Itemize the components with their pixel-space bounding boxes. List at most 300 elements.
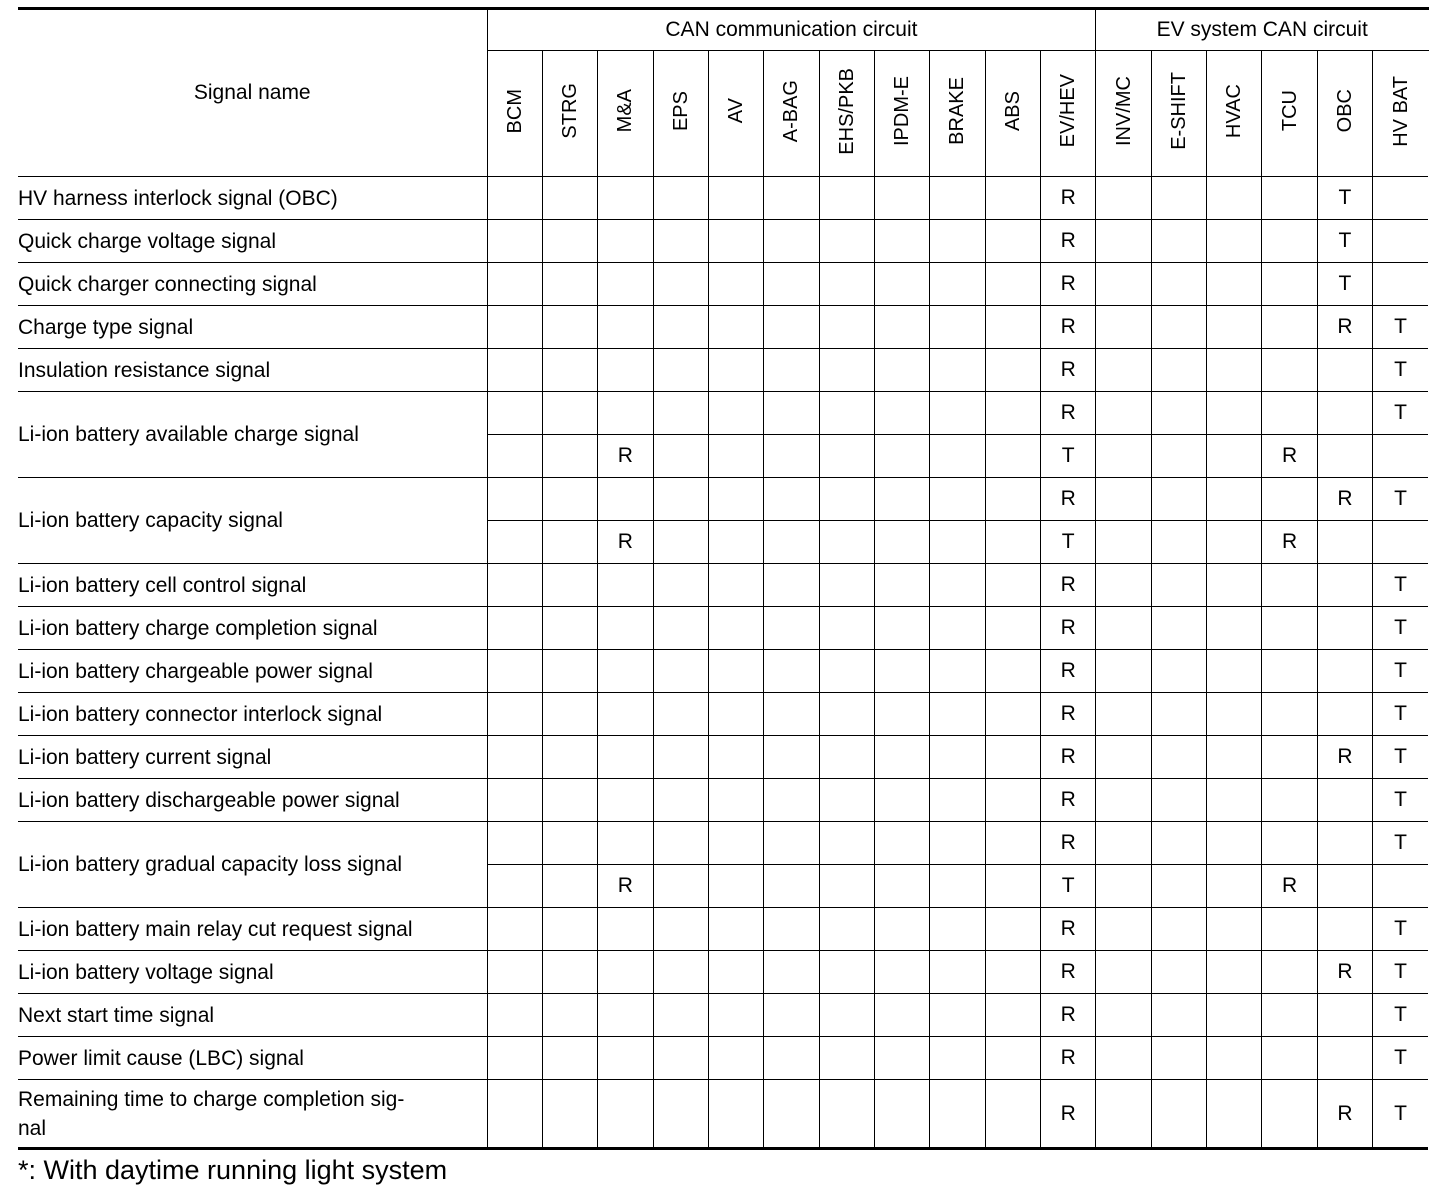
signal-cell xyxy=(1262,908,1317,951)
signal-cell xyxy=(985,693,1040,736)
signal-cell xyxy=(764,822,819,865)
signal-cell xyxy=(1317,1037,1372,1080)
signal-cell xyxy=(985,951,1040,994)
signal-cell xyxy=(930,478,985,521)
header-group-row xyxy=(18,9,1428,51)
signal-cell xyxy=(708,822,763,865)
signal-cell xyxy=(930,736,985,779)
signal-cell xyxy=(598,951,653,994)
signal-cell xyxy=(1096,693,1151,736)
signal-cell xyxy=(542,779,597,822)
signal-cell xyxy=(1151,779,1206,822)
signal-cell xyxy=(985,994,1040,1037)
signal-cell xyxy=(542,822,597,865)
signal-cell xyxy=(819,478,874,521)
footnote: *: With daytime running light system xyxy=(18,1155,448,1185)
ecu-header-label: AV xyxy=(725,98,748,124)
signal-cell: T xyxy=(1373,349,1428,392)
signal-cell xyxy=(1207,478,1262,521)
signal-cell xyxy=(1207,435,1262,478)
signal-cell: T xyxy=(1040,521,1095,564)
signal-cell xyxy=(874,994,929,1037)
signal-cell xyxy=(819,392,874,435)
signal-cell xyxy=(542,564,597,607)
signal-cell: R xyxy=(1040,994,1095,1037)
signal-cell xyxy=(653,607,708,650)
signal-cell xyxy=(874,177,929,220)
signal-cell xyxy=(985,349,1040,392)
signal-cell xyxy=(1262,564,1317,607)
signal-cell xyxy=(653,865,708,908)
signal-cell xyxy=(487,908,542,951)
signal-cell xyxy=(1151,177,1206,220)
signal-cell xyxy=(1096,1080,1151,1149)
signal-cell xyxy=(985,478,1040,521)
signal-cell xyxy=(1262,220,1317,263)
signal-cell: R xyxy=(1317,478,1372,521)
signal-cell xyxy=(542,994,597,1037)
signal-cell: T xyxy=(1373,1037,1428,1080)
signal-cell xyxy=(653,693,708,736)
signal-cell xyxy=(874,1037,929,1080)
signal-cell xyxy=(930,779,985,822)
signal-cell xyxy=(1262,607,1317,650)
signal-cell xyxy=(708,349,763,392)
signal-name-cell: Li-ion battery voltage signal xyxy=(18,951,487,994)
signal-cell xyxy=(764,478,819,521)
signal-cell xyxy=(1262,392,1317,435)
signal-cell xyxy=(708,564,763,607)
signal-cell xyxy=(598,1080,653,1149)
signal-cell: T xyxy=(1317,263,1372,306)
signal-cell xyxy=(764,951,819,994)
ecu-header-label: TCU xyxy=(1278,90,1301,132)
signal-cell xyxy=(1317,435,1372,478)
ecu-header-e-shift xyxy=(1151,51,1206,177)
signal-cell xyxy=(487,220,542,263)
ecu-header-label: IPDM-E xyxy=(891,76,914,146)
signal-cell xyxy=(1151,994,1206,1037)
ecu-header-label: EHS/PKB xyxy=(835,67,858,155)
signal-cell: R xyxy=(1317,736,1372,779)
signal-cell: R xyxy=(598,521,653,564)
signal-cell xyxy=(653,349,708,392)
signal-cell xyxy=(819,908,874,951)
signal-cell xyxy=(542,306,597,349)
signal-cell: T xyxy=(1040,435,1095,478)
ecu-header-label: A-BAG xyxy=(780,79,803,143)
signal-cell xyxy=(764,1080,819,1149)
signal-cell: R xyxy=(1040,220,1095,263)
signal-cell xyxy=(874,1080,929,1149)
signal-cell xyxy=(819,521,874,564)
ecu-header-label: HV BAT xyxy=(1389,75,1412,147)
ecu-header-ehs-pkb xyxy=(819,51,874,177)
signal-cell: R xyxy=(1040,951,1095,994)
signal-cell xyxy=(653,564,708,607)
signal-cell xyxy=(1262,779,1317,822)
signal-cell xyxy=(1151,392,1206,435)
table-body xyxy=(18,177,1428,1149)
table-row xyxy=(18,607,1428,650)
signal-cell: R xyxy=(1040,822,1095,865)
signal-cell xyxy=(653,263,708,306)
ecu-header-ev-hev xyxy=(1040,51,1095,177)
ecu-header-label: INV/MC xyxy=(1112,76,1135,146)
signal-cell xyxy=(764,435,819,478)
signal-cell xyxy=(1207,865,1262,908)
table-row xyxy=(18,392,1428,435)
signal-cell xyxy=(1096,263,1151,306)
table-row xyxy=(18,693,1428,736)
signal-cell xyxy=(764,650,819,693)
signal-name-cell: Li-ion battery cell control signal xyxy=(18,564,487,607)
signal-cell: R xyxy=(1317,306,1372,349)
signal-cell xyxy=(930,607,985,650)
table-row xyxy=(18,349,1428,392)
ecu-header-label: BRAKE xyxy=(946,77,969,145)
signal-cell xyxy=(1096,564,1151,607)
signal-cell xyxy=(985,306,1040,349)
signal-name-header: Signal name xyxy=(18,9,487,177)
table-row xyxy=(18,650,1428,693)
signal-cell xyxy=(764,220,819,263)
signal-cell xyxy=(598,908,653,951)
signal-cell xyxy=(487,693,542,736)
signal-cell xyxy=(819,822,874,865)
signal-cell xyxy=(1151,736,1206,779)
signal-cell xyxy=(708,1037,763,1080)
signal-cell xyxy=(930,908,985,951)
signal-cell xyxy=(487,435,542,478)
signal-cell xyxy=(1151,564,1206,607)
signal-cell xyxy=(1096,822,1151,865)
signal-cell xyxy=(1207,607,1262,650)
signal-cell: T xyxy=(1373,478,1428,521)
signal-cell: R xyxy=(1040,736,1095,779)
signal-cell xyxy=(1151,607,1206,650)
signal-cell xyxy=(1262,1080,1317,1149)
signal-cell xyxy=(874,435,929,478)
signal-cell xyxy=(708,607,763,650)
signal-cell xyxy=(764,607,819,650)
signal-cell xyxy=(1096,607,1151,650)
signal-cell xyxy=(985,220,1040,263)
signal-cell xyxy=(1096,865,1151,908)
signal-cell xyxy=(1207,736,1262,779)
signal-cell xyxy=(819,994,874,1037)
signal-cell xyxy=(708,779,763,822)
signal-name-cell: Li-ion battery main relay cut request signal xyxy=(18,908,487,951)
signal-cell xyxy=(542,521,597,564)
signal-cell xyxy=(598,693,653,736)
signal-cell xyxy=(542,349,597,392)
signal-cell xyxy=(819,435,874,478)
signal-cell xyxy=(1262,951,1317,994)
signal-cell: T xyxy=(1373,994,1428,1037)
signal-cell xyxy=(819,736,874,779)
ecu-header-brake xyxy=(930,51,985,177)
signal-cell xyxy=(487,779,542,822)
signal-cell: R xyxy=(598,435,653,478)
signal-cell xyxy=(874,736,929,779)
signal-cell xyxy=(874,392,929,435)
signal-cell xyxy=(930,822,985,865)
signal-cell xyxy=(708,1080,763,1149)
signal-cell xyxy=(874,908,929,951)
signal-cell xyxy=(487,478,542,521)
signal-cell xyxy=(542,951,597,994)
signal-cell xyxy=(542,693,597,736)
signal-cell xyxy=(930,220,985,263)
signal-cell xyxy=(874,865,929,908)
signal-cell xyxy=(764,564,819,607)
signal-name-cell: Li-ion battery capacity signal xyxy=(18,478,487,564)
ecu-header-label: EPS xyxy=(669,90,692,132)
signal-cell xyxy=(1207,693,1262,736)
signal-name-cell: Power limit cause (LBC) signal xyxy=(18,1037,487,1080)
ecu-header-obc xyxy=(1317,51,1372,177)
ecu-header-label: E-SHIFT xyxy=(1167,72,1190,150)
signal-cell xyxy=(1151,220,1206,263)
signal-cell xyxy=(1151,521,1206,564)
signal-cell xyxy=(985,607,1040,650)
signal-cell xyxy=(598,994,653,1037)
table-row xyxy=(18,564,1428,607)
signal-cell xyxy=(1262,650,1317,693)
signal-cell xyxy=(874,650,929,693)
signal-cell xyxy=(1262,994,1317,1037)
signal-cell xyxy=(1207,822,1262,865)
signal-cell xyxy=(985,263,1040,306)
ecu-header-label: HVAC xyxy=(1223,83,1246,139)
table-row xyxy=(18,822,1428,865)
signal-cell xyxy=(985,521,1040,564)
signal-cell xyxy=(542,908,597,951)
signal-cell xyxy=(708,865,763,908)
signal-cell xyxy=(708,392,763,435)
signal-cell xyxy=(985,650,1040,693)
signal-cell xyxy=(1207,994,1262,1037)
signal-cell xyxy=(819,693,874,736)
signal-cell xyxy=(819,220,874,263)
signal-name-cell: Next start time signal xyxy=(18,994,487,1037)
table-row xyxy=(18,220,1428,263)
signal-cell xyxy=(1317,908,1372,951)
signal-cell xyxy=(1151,306,1206,349)
signal-cell xyxy=(542,263,597,306)
signal-cell xyxy=(1151,822,1206,865)
signal-cell xyxy=(542,478,597,521)
signal-name-cell: Li-ion battery dischargeable power signal xyxy=(18,779,487,822)
signal-cell: T xyxy=(1373,693,1428,736)
signal-cell xyxy=(985,908,1040,951)
signal-cell xyxy=(653,951,708,994)
signal-cell: T xyxy=(1373,951,1428,994)
signal-cell xyxy=(985,392,1040,435)
signal-cell xyxy=(487,994,542,1037)
signal-cell xyxy=(1151,349,1206,392)
signal-cell xyxy=(653,650,708,693)
signal-cell xyxy=(708,478,763,521)
ecu-header-bcm xyxy=(487,51,542,177)
signal-cell xyxy=(708,435,763,478)
signal-cell xyxy=(1262,693,1317,736)
signal-cell xyxy=(653,177,708,220)
group-header-0: CAN communication circuit xyxy=(487,9,1096,51)
signal-cell xyxy=(1207,564,1262,607)
signal-cell xyxy=(653,822,708,865)
signal-cell xyxy=(764,392,819,435)
ecu-header-eps xyxy=(653,51,708,177)
signal-cell xyxy=(542,392,597,435)
signal-cell xyxy=(1262,349,1317,392)
signal-cell xyxy=(1151,693,1206,736)
signal-cell xyxy=(1151,1037,1206,1080)
ecu-header-hv-bat xyxy=(1373,51,1428,177)
signal-cell xyxy=(487,177,542,220)
signal-cell xyxy=(1373,263,1428,306)
signal-cell xyxy=(1317,693,1372,736)
signal-cell xyxy=(819,865,874,908)
table-row xyxy=(18,736,1428,779)
signal-cell xyxy=(1096,1037,1151,1080)
signal-cell: T xyxy=(1373,908,1428,951)
signal-cell xyxy=(1207,650,1262,693)
signal-cell xyxy=(819,349,874,392)
signal-cell: R xyxy=(1040,908,1095,951)
signal-cell xyxy=(985,1037,1040,1080)
signal-cell xyxy=(1317,994,1372,1037)
signal-cell xyxy=(764,177,819,220)
signal-cell xyxy=(598,306,653,349)
signal-cell xyxy=(985,564,1040,607)
signal-cell xyxy=(708,994,763,1037)
ecu-header-tcu xyxy=(1262,51,1317,177)
signal-cell xyxy=(874,951,929,994)
signal-cell xyxy=(985,865,1040,908)
ecu-header-strg xyxy=(542,51,597,177)
signal-cell xyxy=(653,521,708,564)
signal-cell xyxy=(1207,392,1262,435)
signal-cell xyxy=(764,306,819,349)
signal-cell xyxy=(653,779,708,822)
signal-cell xyxy=(708,220,763,263)
signal-name-cell: Li-ion battery charge completion signal xyxy=(18,607,487,650)
signal-cell xyxy=(1207,220,1262,263)
ecu-header-ipdm-e xyxy=(874,51,929,177)
signal-cell xyxy=(819,650,874,693)
signal-cell xyxy=(985,435,1040,478)
signal-cell xyxy=(1096,650,1151,693)
ecu-header-m-a xyxy=(598,51,653,177)
signal-cell xyxy=(487,650,542,693)
signal-cell: T xyxy=(1373,306,1428,349)
signal-cell: R xyxy=(1040,779,1095,822)
signal-cell xyxy=(708,693,763,736)
ecu-header-label: STRG xyxy=(559,83,582,139)
signal-cell xyxy=(653,1037,708,1080)
signal-cell xyxy=(542,177,597,220)
signal-cell xyxy=(598,822,653,865)
signal-cell: R xyxy=(1040,607,1095,650)
signal-cell xyxy=(487,865,542,908)
signal-cell xyxy=(1317,564,1372,607)
signal-cell xyxy=(930,650,985,693)
signal-cell xyxy=(764,263,819,306)
signal-cell xyxy=(598,779,653,822)
ecu-header-hvac xyxy=(1207,51,1262,177)
signal-cell xyxy=(542,607,597,650)
signal-cell xyxy=(598,650,653,693)
signal-cell xyxy=(1373,177,1428,220)
signal-cell xyxy=(1262,306,1317,349)
signal-cell xyxy=(930,564,985,607)
signal-cell xyxy=(1096,908,1151,951)
signal-cell xyxy=(598,392,653,435)
signal-cell xyxy=(930,306,985,349)
signal-cell: R xyxy=(1040,306,1095,349)
signal-cell xyxy=(1151,650,1206,693)
signal-cell xyxy=(874,564,929,607)
signal-cell xyxy=(708,951,763,994)
signal-cell xyxy=(1096,349,1151,392)
signal-cell xyxy=(1262,736,1317,779)
signal-cell xyxy=(874,822,929,865)
signal-cell xyxy=(819,564,874,607)
signal-cell xyxy=(874,607,929,650)
table-row xyxy=(18,177,1428,220)
signal-cell: R xyxy=(1040,693,1095,736)
signal-cell xyxy=(598,478,653,521)
signal-cell xyxy=(819,306,874,349)
signal-cell xyxy=(1207,951,1262,994)
signal-cell xyxy=(653,994,708,1037)
signal-cell xyxy=(1317,392,1372,435)
ecu-header-abs xyxy=(985,51,1040,177)
signal-cell xyxy=(1207,1037,1262,1080)
signal-cell xyxy=(1207,263,1262,306)
signal-cell xyxy=(487,392,542,435)
signal-cell xyxy=(874,349,929,392)
signal-cell xyxy=(708,908,763,951)
signal-cell xyxy=(819,779,874,822)
signal-cell xyxy=(1262,1037,1317,1080)
signal-cell xyxy=(985,177,1040,220)
signal-cell: T xyxy=(1373,822,1428,865)
signal-cell xyxy=(874,521,929,564)
signal-cell xyxy=(653,435,708,478)
signal-cell xyxy=(874,478,929,521)
signal-cell xyxy=(1373,865,1428,908)
signal-cell xyxy=(985,779,1040,822)
table-row xyxy=(18,951,1428,994)
signal-cell xyxy=(819,951,874,994)
signal-cell xyxy=(1151,478,1206,521)
signal-cell xyxy=(1262,177,1317,220)
signal-cell: R xyxy=(1040,650,1095,693)
signal-cell: T xyxy=(1373,650,1428,693)
signal-cell xyxy=(542,736,597,779)
can-signal-table xyxy=(18,7,1428,1150)
signal-cell xyxy=(598,177,653,220)
signal-cell xyxy=(764,349,819,392)
signal-cell xyxy=(1096,951,1151,994)
signal-cell xyxy=(930,392,985,435)
table-row xyxy=(18,779,1428,822)
signal-name-cell: Quick charger connecting signal xyxy=(18,263,487,306)
signal-name-cell: Li-ion battery gradual capacity loss signal xyxy=(18,822,487,908)
